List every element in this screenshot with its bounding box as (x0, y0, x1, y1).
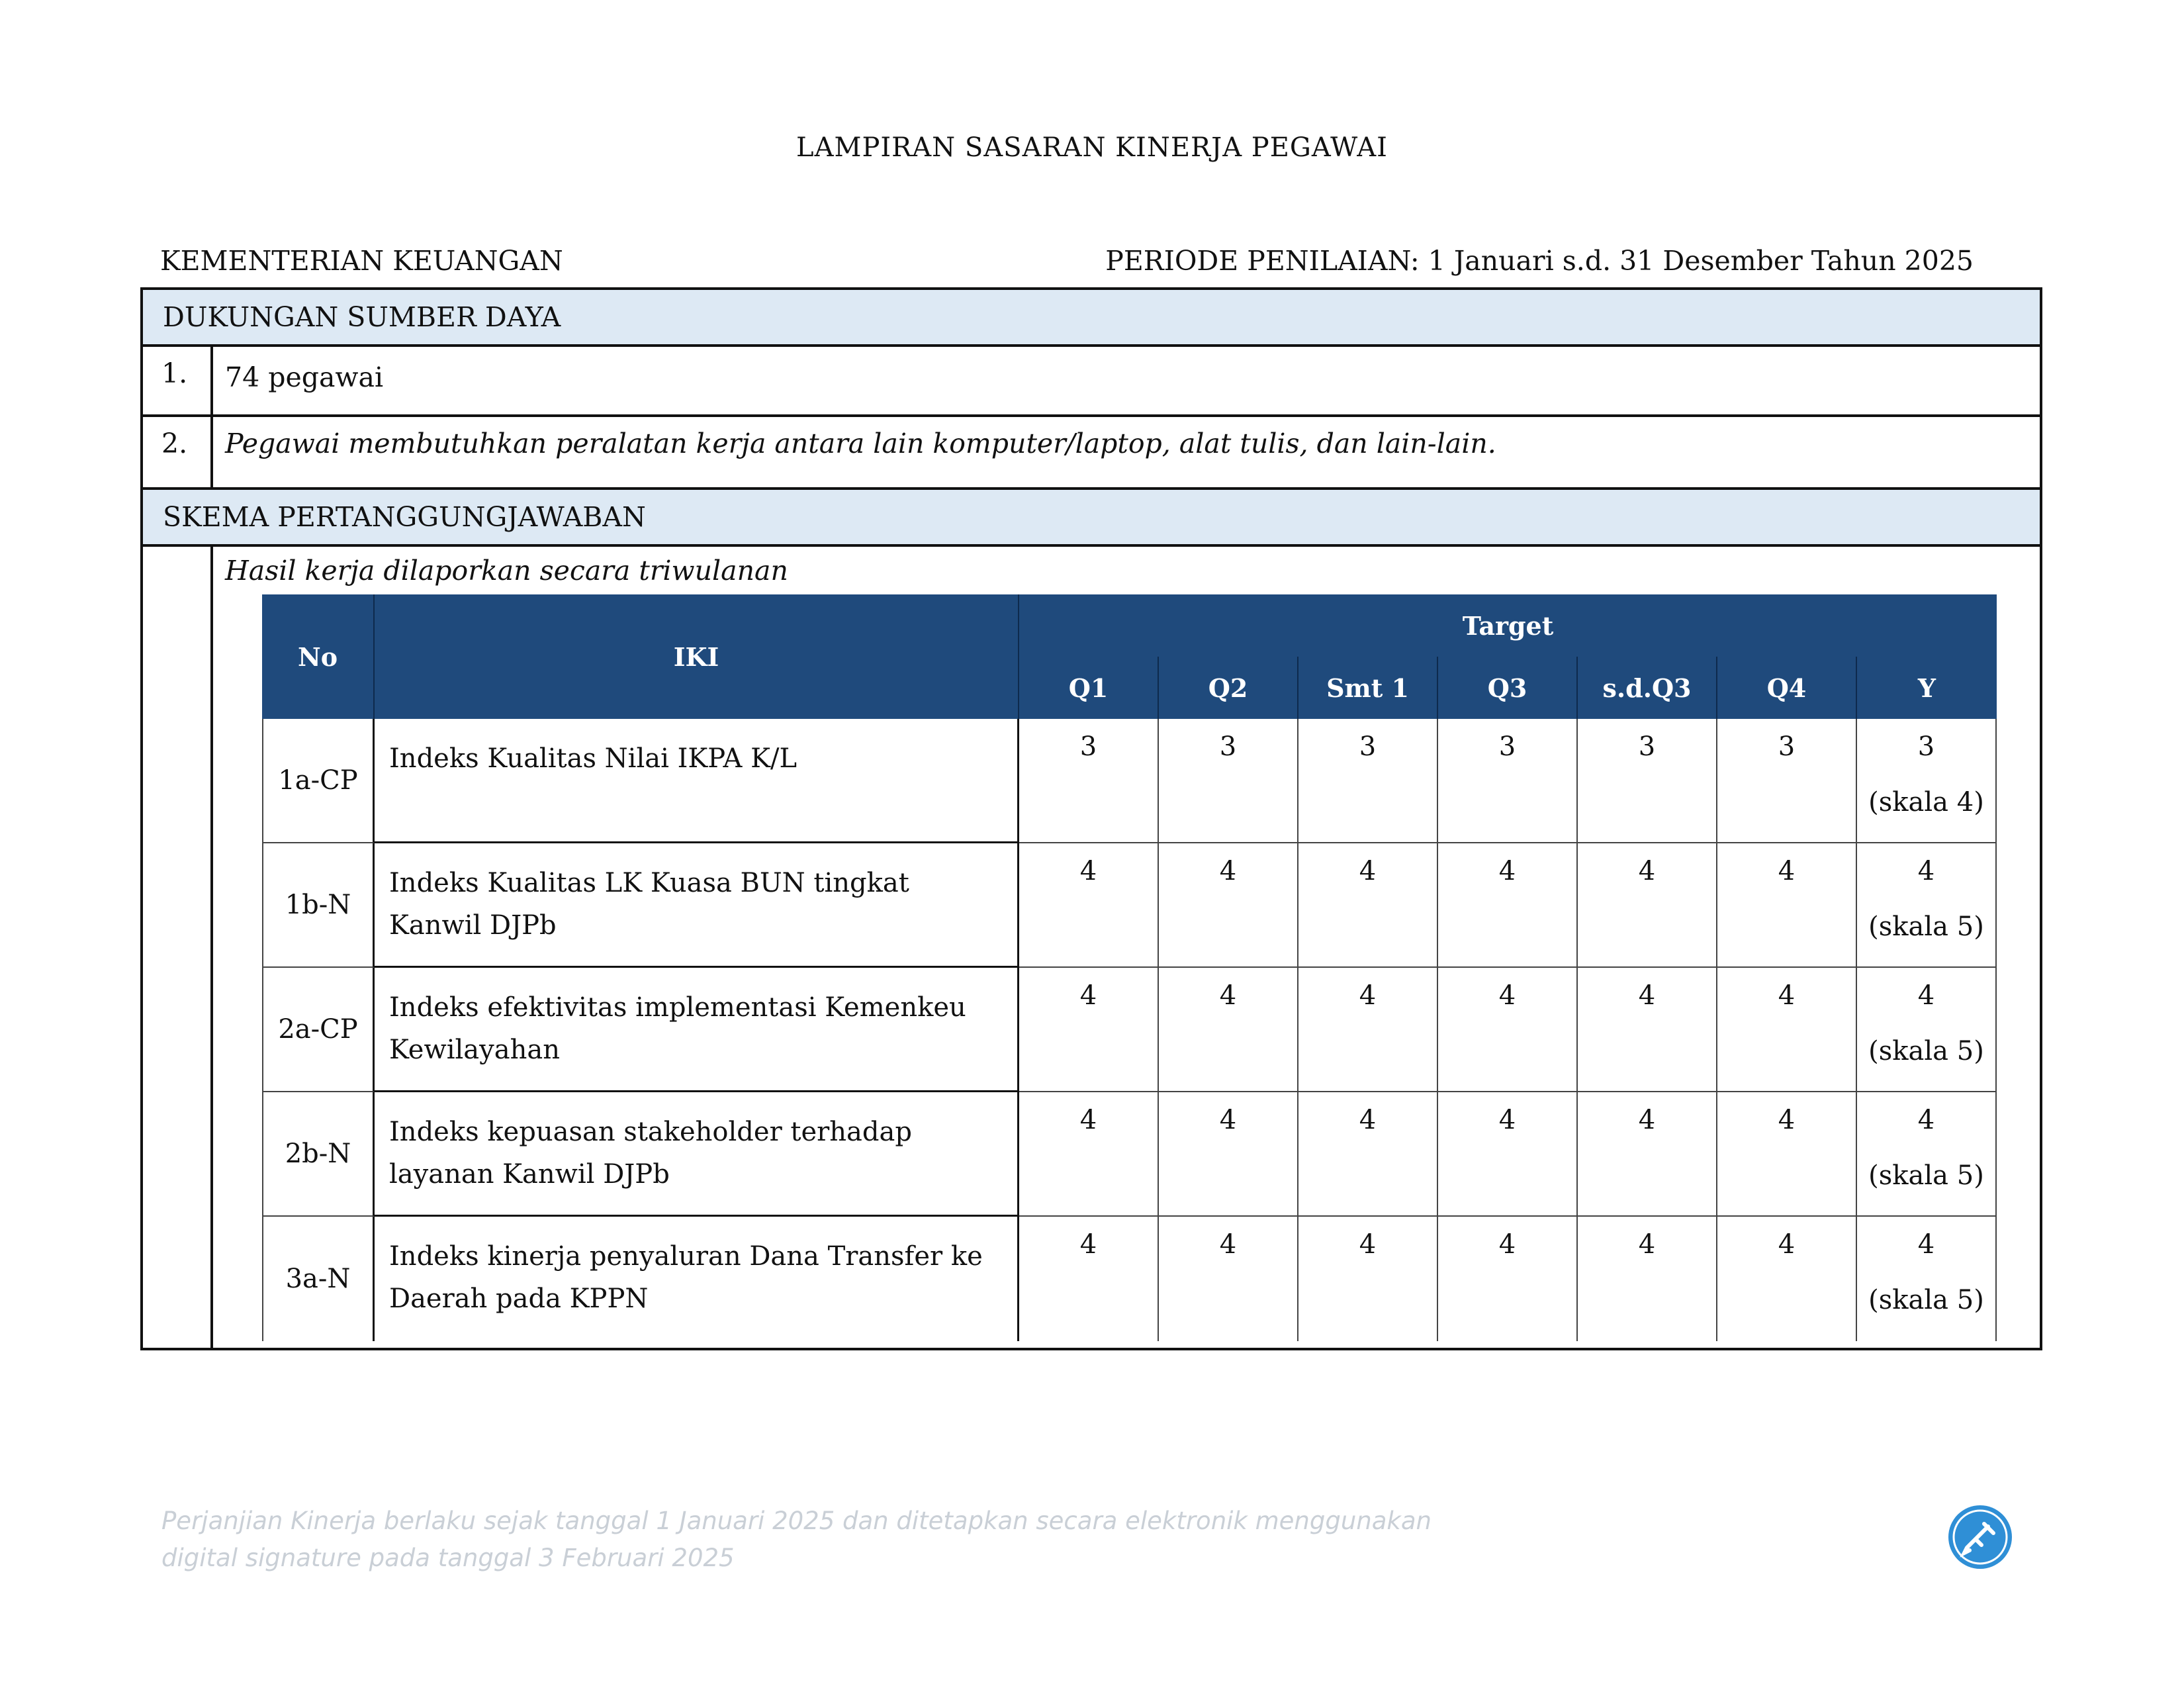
target-scale: (skala 5) (1868, 1285, 1984, 1315)
row-number: 2b-N (262, 1092, 375, 1217)
resource-number: 1. (143, 347, 213, 414)
target-value: 4 (1578, 1217, 1717, 1341)
row-iki-label: Indeks Kualitas LK Kuasa BUN tingkat Kanwil DJPb (375, 843, 1019, 968)
column-header-target-period: Q3 (1438, 657, 1578, 719)
target-value: 4 (1298, 1092, 1438, 1217)
target-value: 3 (1578, 719, 1717, 843)
assessment-period: PERIODE PENILAIAN: 1 Januari s.d. 31 Desember Tahun 2025 (1105, 245, 1974, 277)
target-value-number: 4 (1917, 856, 1935, 886)
target-value: 4 (1159, 1092, 1298, 1217)
target-value: 4 (1717, 1092, 1857, 1217)
target-value-number: 4 (1917, 1229, 1935, 1260)
column-header-target: Target (1019, 594, 1997, 657)
resources-heading: DUKUNGAN SUMBER DAYA (143, 290, 2040, 347)
target-value: 3 (1717, 719, 1857, 843)
target-value: 4 (1717, 1217, 1857, 1341)
column-header-target-period: Q2 (1159, 657, 1298, 719)
target-value: 3 (1438, 719, 1578, 843)
target-value: 4 (1298, 843, 1438, 968)
signature-footer (161, 1503, 1432, 1577)
target-value: 4 (1438, 968, 1578, 1092)
target-value (1857, 1217, 1997, 1341)
target-value: 4 (1298, 968, 1438, 1092)
column-header-target-period: Q4 (1717, 657, 1857, 719)
target-value: 4 (1578, 968, 1717, 1092)
digital-signature-seal-icon (1947, 1504, 2013, 1570)
target-scale: (skala 5) (1868, 912, 1984, 942)
target-value: 4 (1298, 1217, 1438, 1341)
row-iki-label: Indeks Kualitas Nilai IKPA K/L (375, 719, 1019, 843)
target-value (1857, 719, 1997, 843)
target-value: 4 (1438, 1217, 1578, 1341)
target-value: 4 (1159, 1217, 1298, 1341)
target-value: 4 (1019, 843, 1159, 968)
target-scale: (skala 5) (1868, 1036, 1984, 1066)
resource-text: Pegawai membutuhkan peralatan kerja antara lain komputer/laptop, alat tulis, dan lain-lain. (225, 428, 1496, 459)
row-iki-label: Indeks kepuasan stakeholder terhadap layanan Kanwil DJPb (375, 1092, 1019, 1217)
column-header-target-period: s.d.Q3 (1578, 657, 1717, 719)
target-value-number: 4 (1917, 1105, 1935, 1135)
target-value-number: 4 (1917, 980, 1935, 1011)
row-iki-label: Indeks kinerja penyaluran Dana Transfer ke Daerah pada KPPN (375, 1217, 1019, 1341)
resource-text: 74 pegawai (225, 361, 384, 393)
target-value: 4 (1438, 1092, 1578, 1217)
target-value-number: 3 (1917, 731, 1935, 762)
target-value: 4 (1717, 968, 1857, 1092)
target-value: 4 (1578, 1092, 1717, 1217)
target-value (1857, 843, 1997, 968)
resource-row (143, 347, 2040, 417)
resource-row (143, 417, 2040, 487)
footer-line-1: Perjanjian Kinerja berlaku sejak tanggal 1 Januari 2025 dan ditetapkan secara elektronik menggunakan (161, 1507, 1432, 1535)
scheme-heading: SKEMA PERTANGGUNGJAWABAN (143, 487, 2040, 547)
scheme-note: Hasil kerja dilaporkan secara triwulanan (225, 555, 788, 586)
target-value: 4 (1019, 1217, 1159, 1341)
target-value: 3 (1298, 719, 1438, 843)
row-number: 3a-N (262, 1217, 375, 1341)
target-value: 3 (1019, 719, 1159, 843)
target-value: 4 (1019, 968, 1159, 1092)
document-title: LAMPIRAN SASARAN KINERJA PEGAWAI (796, 132, 1388, 163)
target-value: 4 (1717, 843, 1857, 968)
scheme-number-column (143, 547, 213, 1348)
target-value: 4 (1159, 843, 1298, 968)
organization-name: KEMENTERIAN KEUANGAN (160, 245, 563, 277)
footer-line-2: digital signature pada tanggal 3 Februari 2025 (161, 1544, 735, 1572)
resource-number: 2. (143, 417, 213, 487)
column-header-iki: IKI (375, 594, 1019, 719)
column-header-target-period: Q1 (1019, 657, 1159, 719)
target-value: 4 (1438, 843, 1578, 968)
target-value (1857, 968, 1997, 1092)
column-header-target-period: Smt 1 (1298, 657, 1438, 719)
target-value: 4 (1019, 1092, 1159, 1217)
target-value: 4 (1578, 843, 1717, 968)
target-value: 3 (1159, 719, 1298, 843)
target-scale: (skala 4) (1868, 787, 1984, 818)
row-number: 1b-N (262, 843, 375, 968)
row-number: 1a-CP (262, 719, 375, 843)
column-header-no: No (262, 594, 375, 719)
target-value (1857, 1092, 1997, 1217)
target-value: 4 (1159, 968, 1298, 1092)
target-scale: (skala 5) (1868, 1160, 1984, 1191)
row-iki-label: Indeks efektivitas implementasi Kemenkeu Kewilayahan (375, 968, 1019, 1092)
row-number: 2a-CP (262, 968, 375, 1092)
column-header-target-period: Y (1857, 657, 1997, 719)
